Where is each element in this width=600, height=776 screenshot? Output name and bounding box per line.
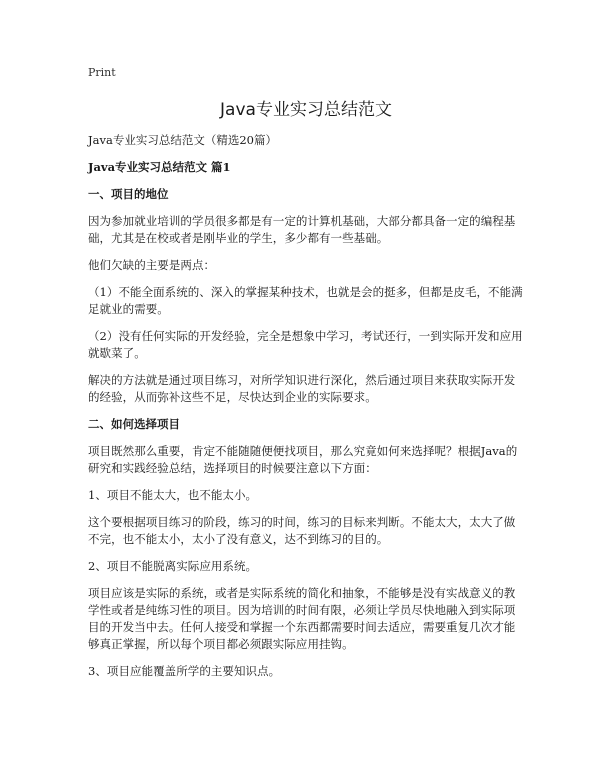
paragraph: 项目既然那么重要，肯定不能随随便便找项目，那么究竟如何来选择呢？根据Java的研究和实践经验总结，选择项目的时候要注意以下方面： [88,444,518,475]
document-title: Java专业实习总结范文 [220,100,392,120]
paragraph: 项目应该是实际的系统，或者是实际系统的简化和抽象，不能够是没有实战意义的教学性或者是纯练习性的项目。因为培训的时间有限，必须让学员尽快地融入到实际项目的开发当中去。任何人接受和掌握一个东西都需要时间去适应，需要重复几次才能够真正掌握，所以每个项目都必须跟实际应用挂钩。 [88,586,516,651]
list-item: 3、项目应能覆盖所学的主要知识点。 [88,664,281,678]
section-heading: 二、如何选择项目 [88,417,180,431]
article-heading: Java专业实习总结范文 篇1 [88,160,231,174]
paragraph: 这个要根据项目练习的阶段，练习的时间，练习的目标来判断。不能太大，太大了做不完，也不能太小，太小了没有意义，达不到练习的目的。 [88,515,516,546]
section-heading: 一、项目的地位 [88,187,169,201]
paragraph: （1）不能全面系统的、深入的掌握某种技术，也就是会的挺多，但都是皮毛，不能满足就业的需要。 [88,285,523,316]
document-page [88,66,524,690]
paragraph: 解决的方法就是通过项目练习，对所学知识进行深化，然后通过项目来获取实际开发的经验，从而弥补这些不足，尽快达到企业的实际要求。 [88,373,516,404]
print-label: Print [88,66,116,79]
list-item: 2、项目不能脱离实际应用系统。 [88,559,258,573]
paragraph: 他们欠缺的主要是两点： [88,258,216,272]
paragraph: 因为参加就业培训的学员很多都是有一定的计算机基础，大部分都具备一定的编程基础，尤其是在校或者是刚毕业的学生，多少都有一些基础。 [88,214,516,245]
list-item: 1、项目不能太大，也不能太小。 [88,488,258,502]
paragraph: （2）没有任何实际的开发经验，完全是想象中学习，考试还行，一到实际开发和应用就歇菜了。 [88,329,523,360]
document-subtitle: Java专业实习总结范文（精选20篇） [88,133,277,147]
